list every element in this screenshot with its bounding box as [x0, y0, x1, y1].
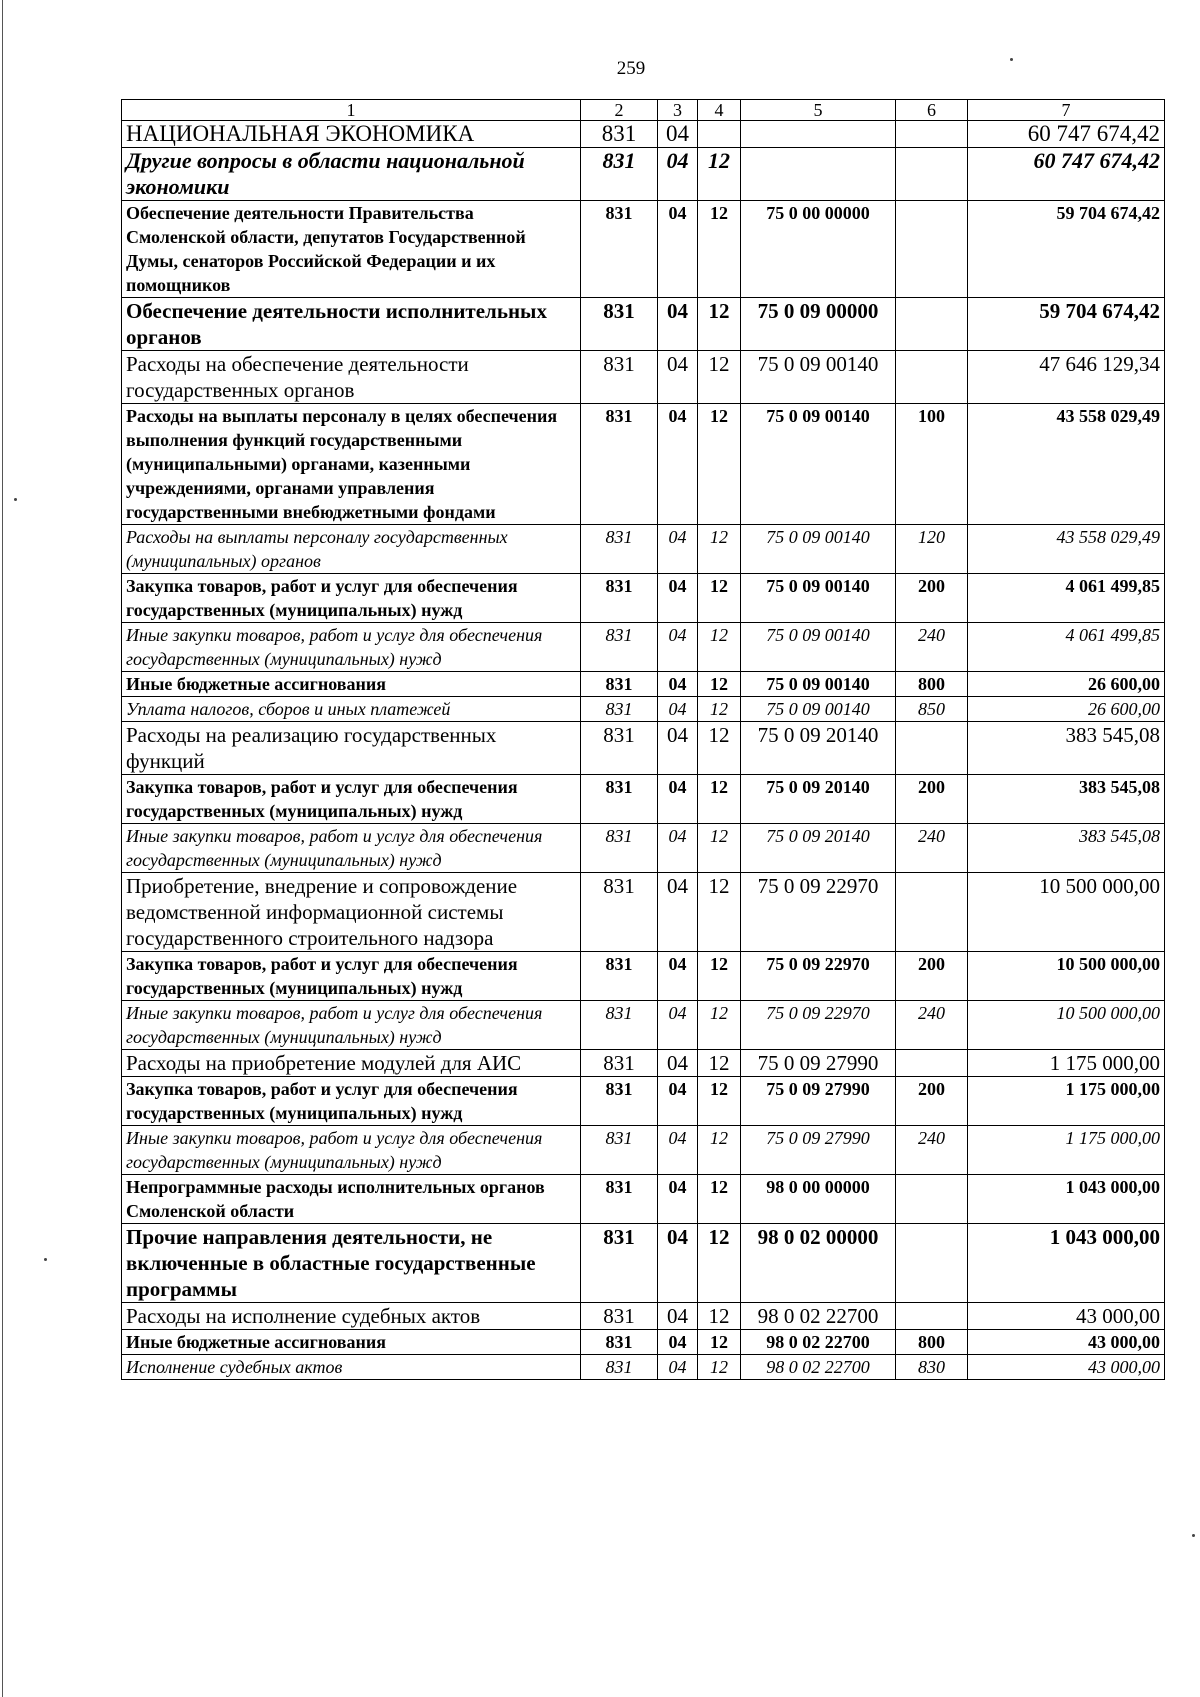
table-row	[122, 148, 1165, 201]
row-code-3: 04	[658, 351, 698, 404]
row-code-5: 75 0 09 00140	[741, 672, 896, 697]
table-row	[122, 697, 1165, 722]
row-amount: 10 500 000,00	[968, 1001, 1165, 1050]
row-code-5: 75 0 09 00000	[741, 298, 896, 351]
row-code-6: 100	[896, 404, 968, 525]
row-code-2: 831	[581, 1126, 658, 1175]
row-amount: 26 600,00	[968, 672, 1165, 697]
row-name: Закупка товаров, работ и услуг для обеспечения государственных (муниципальных) нужд	[122, 952, 581, 1001]
row-code-6: 800	[896, 1330, 968, 1355]
row-code-3: 04	[658, 201, 698, 298]
row-name: Расходы на приобретение модулей для АИС	[122, 1050, 581, 1077]
row-name: НАЦИОНАЛЬНАЯ ЭКОНОМИКА	[122, 121, 581, 148]
row-code-4: 12	[698, 298, 741, 351]
row-code-3: 04	[658, 873, 698, 952]
table-row	[122, 574, 1165, 623]
row-code-2: 831	[581, 525, 658, 574]
row-code-3: 04	[658, 722, 698, 775]
row-name: Расходы на реализацию государственных функций	[122, 722, 581, 775]
row-code-5	[741, 148, 896, 201]
row-amount: 60 747 674,42	[968, 121, 1165, 148]
row-code-6: 200	[896, 574, 968, 623]
row-code-3: 04	[658, 1001, 698, 1050]
row-code-5: 75 0 09 00140	[741, 697, 896, 722]
row-code-2: 831	[581, 201, 658, 298]
row-code-4: 12	[698, 697, 741, 722]
row-code-4: 12	[698, 1050, 741, 1077]
row-code-6: 830	[896, 1355, 968, 1380]
table-row	[122, 525, 1165, 574]
row-code-6	[896, 1224, 968, 1303]
row-code-3: 04	[658, 1175, 698, 1224]
row-code-5: 75 0 09 20140	[741, 722, 896, 775]
row-code-4: 12	[698, 1001, 741, 1050]
row-amount: 43 000,00	[968, 1330, 1165, 1355]
row-code-3: 04	[658, 952, 698, 1001]
row-code-4: 12	[698, 722, 741, 775]
row-code-2: 831	[581, 1330, 658, 1355]
row-code-3: 04	[658, 824, 698, 873]
table-row	[122, 623, 1165, 672]
row-code-3: 04	[658, 775, 698, 824]
row-code-3: 04	[658, 697, 698, 722]
row-code-5: 98 0 02 00000	[741, 1224, 896, 1303]
table-row	[122, 201, 1165, 298]
row-code-2: 831	[581, 148, 658, 201]
row-code-3: 04	[658, 1126, 698, 1175]
row-name: Закупка товаров, работ и услуг для обеспечения государственных (муниципальных) нужд	[122, 1077, 581, 1126]
row-code-6: 850	[896, 697, 968, 722]
row-name: Закупка товаров, работ и услуг для обеспечения государственных (муниципальных) нужд	[122, 574, 581, 623]
row-amount: 43 000,00	[968, 1303, 1165, 1330]
row-code-4: 12	[698, 201, 741, 298]
row-name: Иные закупки товаров, работ и услуг для обеспечения государственных (муниципальных) нужд	[122, 824, 581, 873]
table-row	[122, 1224, 1165, 1303]
row-code-6: 200	[896, 1077, 968, 1126]
row-code-2: 831	[581, 404, 658, 525]
table-row	[122, 1077, 1165, 1126]
row-code-4: 12	[698, 775, 741, 824]
row-amount: 59 704 674,42	[968, 298, 1165, 351]
row-name: Непрограммные расходы исполнительных органов Смоленской области	[122, 1175, 581, 1224]
row-code-6: 240	[896, 1126, 968, 1175]
row-code-3: 04	[658, 298, 698, 351]
row-name: Иные бюджетные ассигнования	[122, 1330, 581, 1355]
column-header: 5	[741, 100, 896, 121]
row-code-6	[896, 722, 968, 775]
row-code-3: 04	[658, 574, 698, 623]
row-code-6	[896, 1303, 968, 1330]
table-row	[122, 1355, 1165, 1380]
row-amount: 60 747 674,42	[968, 148, 1165, 201]
column-header: 7	[968, 100, 1165, 121]
row-code-2: 831	[581, 623, 658, 672]
row-code-5: 98 0 02 22700	[741, 1355, 896, 1380]
row-code-3: 04	[658, 525, 698, 574]
row-amount: 59 704 674,42	[968, 201, 1165, 298]
row-code-4: 12	[698, 404, 741, 525]
row-code-6	[896, 351, 968, 404]
row-name: Обеспечение деятельности Правительства Смоленской области, депутатов Государственной Думы, сенаторов Российской Федерации и их помощников	[122, 201, 581, 298]
row-code-5: 75 0 09 20140	[741, 775, 896, 824]
row-code-5: 75 0 09 00140	[741, 574, 896, 623]
row-name: Обеспечение деятельности исполнительных органов	[122, 298, 581, 351]
row-name: Расходы на исполнение судебных актов	[122, 1303, 581, 1330]
row-code-6	[896, 873, 968, 952]
budget-table	[121, 99, 1165, 1380]
row-code-5: 98 0 02 22700	[741, 1330, 896, 1355]
column-header: 2	[581, 100, 658, 121]
row-code-6	[896, 1050, 968, 1077]
table-row	[122, 351, 1165, 404]
row-code-3: 04	[658, 623, 698, 672]
row-code-6: 240	[896, 1001, 968, 1050]
row-code-2: 831	[581, 873, 658, 952]
row-name: Другие вопросы в области национальной экономики	[122, 148, 581, 201]
row-code-6	[896, 121, 968, 148]
table-row	[122, 1175, 1165, 1224]
row-code-3: 04	[658, 1050, 698, 1077]
row-code-2: 831	[581, 121, 658, 148]
row-code-4: 12	[698, 623, 741, 672]
row-code-3: 04	[658, 1303, 698, 1330]
scan-speck	[44, 1258, 47, 1261]
row-code-4: 12	[698, 873, 741, 952]
row-code-4: 12	[698, 1126, 741, 1175]
row-code-2: 831	[581, 1224, 658, 1303]
row-code-6: 240	[896, 623, 968, 672]
row-code-5: 75 0 00 00000	[741, 201, 896, 298]
row-code-3: 04	[658, 121, 698, 148]
row-amount: 1 175 000,00	[968, 1077, 1165, 1126]
scan-speck	[1192, 1534, 1195, 1537]
row-code-4: 12	[698, 1224, 741, 1303]
table-row	[122, 404, 1165, 525]
row-amount: 47 646 129,34	[968, 351, 1165, 404]
row-name: Закупка товаров, работ и услуг для обеспечения государственных (муниципальных) нужд	[122, 775, 581, 824]
row-code-4: 12	[698, 574, 741, 623]
row-code-3: 04	[658, 672, 698, 697]
column-header: 1	[122, 100, 581, 121]
row-code-2: 831	[581, 952, 658, 1001]
row-code-6: 200	[896, 775, 968, 824]
row-code-3: 04	[658, 148, 698, 201]
row-code-2: 831	[581, 1077, 658, 1126]
row-code-2: 831	[581, 722, 658, 775]
row-amount: 4 061 499,85	[968, 574, 1165, 623]
row-code-6: 240	[896, 824, 968, 873]
row-amount: 383 545,08	[968, 824, 1165, 873]
row-name: Приобретение, внедрение и сопровождение ведомственной информационной системы государственного строительного надзора	[122, 873, 581, 952]
row-code-2: 831	[581, 1303, 658, 1330]
scan-edge-line	[2, 0, 3, 1697]
row-amount: 383 545,08	[968, 775, 1165, 824]
row-code-2: 831	[581, 672, 658, 697]
row-amount: 383 545,08	[968, 722, 1165, 775]
row-code-5: 75 0 09 27990	[741, 1126, 896, 1175]
row-amount: 43 558 029,49	[968, 525, 1165, 574]
row-code-4: 12	[698, 1077, 741, 1126]
table-row	[122, 1126, 1165, 1175]
row-code-5: 75 0 09 00140	[741, 623, 896, 672]
row-code-3: 04	[658, 1355, 698, 1380]
row-code-4: 12	[698, 824, 741, 873]
row-code-5: 75 0 09 27990	[741, 1050, 896, 1077]
row-name: Иные закупки товаров, работ и услуг для обеспечения государственных (муниципальных) нужд	[122, 1126, 581, 1175]
row-name: Исполнение судебных актов	[122, 1355, 581, 1380]
table-row	[122, 873, 1165, 952]
row-code-2: 831	[581, 298, 658, 351]
row-code-4: 12	[698, 525, 741, 574]
row-code-2: 831	[581, 574, 658, 623]
row-code-2: 831	[581, 1355, 658, 1380]
row-code-5: 98 0 02 22700	[741, 1303, 896, 1330]
row-code-4: 12	[698, 148, 741, 201]
row-code-6: 200	[896, 952, 968, 1001]
row-code-2: 831	[581, 824, 658, 873]
row-code-5: 75 0 09 00140	[741, 404, 896, 525]
row-code-3: 04	[658, 404, 698, 525]
row-code-4: 12	[698, 1355, 741, 1380]
row-code-3: 04	[658, 1224, 698, 1303]
row-code-5: 75 0 09 27990	[741, 1077, 896, 1126]
row-code-2: 831	[581, 697, 658, 722]
row-name: Расходы на обеспечение деятельности государственных органов	[122, 351, 581, 404]
row-code-6	[896, 1175, 968, 1224]
row-code-4: 12	[698, 672, 741, 697]
column-header: 4	[698, 100, 741, 121]
row-code-3: 04	[658, 1330, 698, 1355]
row-name: Иные закупки товаров, работ и услуг для обеспечения государственных (муниципальных) нужд	[122, 1001, 581, 1050]
row-code-6	[896, 148, 968, 201]
row-code-5	[741, 121, 896, 148]
row-code-5: 98 0 00 00000	[741, 1175, 896, 1224]
row-code-2: 831	[581, 775, 658, 824]
row-amount: 43 000,00	[968, 1355, 1165, 1380]
row-code-2: 831	[581, 1175, 658, 1224]
row-code-2: 831	[581, 1050, 658, 1077]
table-row	[122, 1001, 1165, 1050]
row-name: Уплата налогов, сборов и иных платежей	[122, 697, 581, 722]
row-amount: 4 061 499,85	[968, 623, 1165, 672]
scan-speck	[14, 498, 17, 501]
row-name: Иные бюджетные ассигнования	[122, 672, 581, 697]
column-header: 6	[896, 100, 968, 121]
row-code-6: 120	[896, 525, 968, 574]
row-code-4: 12	[698, 952, 741, 1001]
row-amount: 1 043 000,00	[968, 1224, 1165, 1303]
row-code-4: 12	[698, 351, 741, 404]
row-code-4: 12	[698, 1330, 741, 1355]
row-code-2: 831	[581, 1001, 658, 1050]
table-row	[122, 672, 1165, 697]
row-amount: 1 175 000,00	[968, 1050, 1165, 1077]
row-amount: 10 500 000,00	[968, 873, 1165, 952]
row-code-3: 04	[658, 1077, 698, 1126]
row-code-6	[896, 298, 968, 351]
row-code-6	[896, 201, 968, 298]
table-row	[122, 775, 1165, 824]
table-row	[122, 722, 1165, 775]
row-name: Расходы на выплаты персоналу в целях обеспечения выполнения функций государственными (муниципальными) органами, казенными учреждениями, органами управления государственными внебюджетными фондами	[122, 404, 581, 525]
table-row	[122, 952, 1165, 1001]
column-header: 3	[658, 100, 698, 121]
row-code-4: 12	[698, 1175, 741, 1224]
row-amount: 1 175 000,00	[968, 1126, 1165, 1175]
row-amount: 26 600,00	[968, 697, 1165, 722]
row-code-5: 75 0 09 22970	[741, 873, 896, 952]
row-name: Прочие направления деятельности, не включенные в областные государственные программы	[122, 1224, 581, 1303]
row-amount: 1 043 000,00	[968, 1175, 1165, 1224]
row-amount: 10 500 000,00	[968, 952, 1165, 1001]
table-row	[122, 298, 1165, 351]
row-code-4: 12	[698, 1303, 741, 1330]
row-code-5: 75 0 09 00140	[741, 351, 896, 404]
row-code-2: 831	[581, 351, 658, 404]
table-row	[122, 1050, 1165, 1077]
row-code-5: 75 0 09 00140	[741, 525, 896, 574]
column-header-row	[122, 100, 1165, 121]
table-row	[122, 121, 1165, 148]
row-amount: 43 558 029,49	[968, 404, 1165, 525]
table-row	[122, 824, 1165, 873]
row-code-5: 75 0 09 20140	[741, 824, 896, 873]
row-code-4	[698, 121, 741, 148]
row-code-5: 75 0 09 22970	[741, 952, 896, 1001]
table-row	[122, 1330, 1165, 1355]
row-code-5: 75 0 09 22970	[741, 1001, 896, 1050]
row-code-6: 800	[896, 672, 968, 697]
table-row	[122, 1303, 1165, 1330]
row-name: Иные закупки товаров, работ и услуг для обеспечения государственных (муниципальных) нужд	[122, 623, 581, 672]
page-number: 259	[616, 58, 646, 79]
row-name: Расходы на выплаты персоналу государственных (муниципальных) органов	[122, 525, 581, 574]
